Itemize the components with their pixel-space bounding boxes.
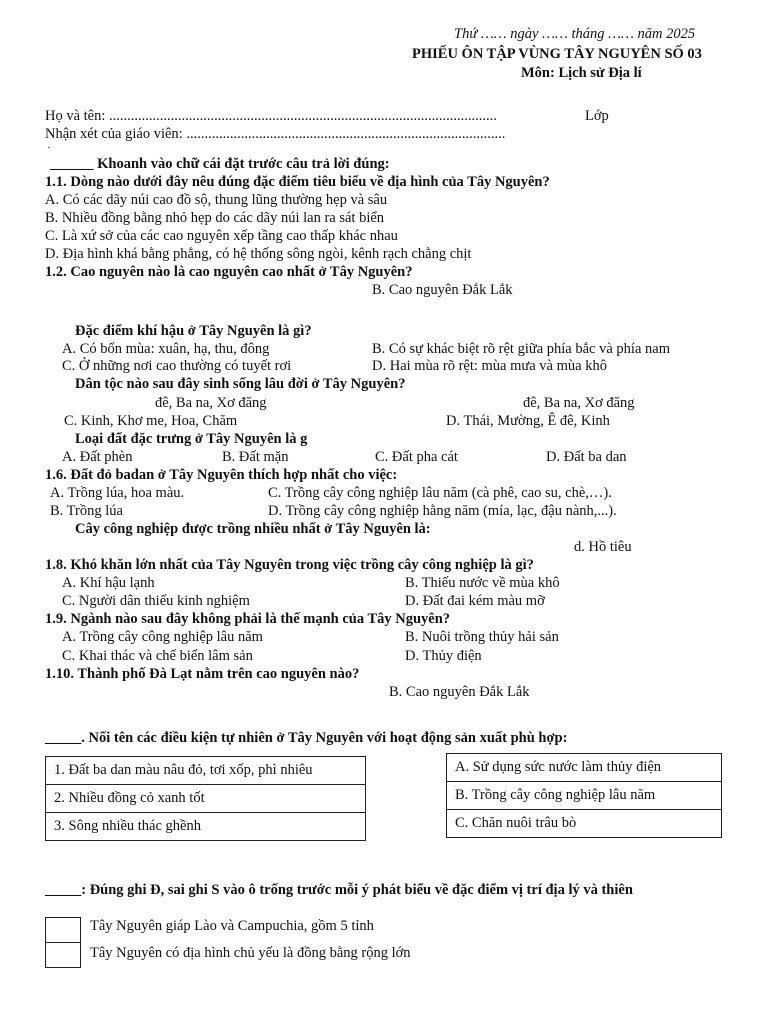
matching-right-table	[446, 753, 722, 838]
q1-5-option-d: D. Đất ba dan	[546, 449, 627, 465]
q1-8-question: 1.8. Khó khăn lớn nhất của Tây Nguyên trong việc trồng cây công nghiệp là gì?	[45, 557, 534, 573]
q1-8-option-b: B. Thiếu nước về mùa khô	[405, 575, 560, 591]
q1-8-option-a: A. Khí hậu lạnh	[62, 575, 155, 591]
q1-5-question: Loại đất đặc trưng ở Tây Nguyên là g	[75, 431, 308, 447]
right-item-a[interactable]: A. Sử dụng sức nước làm thủy điện	[447, 754, 722, 782]
q1-10-option-b: B. Cao nguyên Đắk Lắk	[389, 684, 530, 700]
q1-10-question: 1.10. Thành phố Đà Lạt nằm trên cao nguyên nào?	[45, 666, 360, 682]
q1-7-question: Cây công nghiệp được trồng nhiều nhất ở Tây Nguyên là:	[75, 521, 431, 537]
q1-4-option-c: C. Kinh, Khơ me, Hoa, Chăm	[64, 413, 238, 429]
date-line: Thứ …… ngày …… tháng …… năm 2025	[454, 26, 696, 42]
q1-4-question: Dân tộc nào sau đây sinh sống lâu đời ở Tây Nguyên?	[75, 376, 406, 392]
teacher-comment-line: Nhận xét của giáo viên: ........................................................................................	[45, 126, 506, 142]
q1-5-option-c: C. Đất pha cát	[375, 449, 458, 465]
class-label: Lớp	[585, 108, 609, 124]
worksheet-title: PHIẾU ÔN TẬP VÙNG TÂY NGUYÊN SỐ 03	[412, 46, 702, 62]
section1-heading: ______ Khoanh vào chữ cái đặt trước câu trả lời đúng:	[50, 156, 390, 172]
q1-3-option-a: A. Có bốn mùa: xuân, hạ, thu, đông	[62, 341, 270, 357]
q1-9-option-d: D. Thủy điện	[405, 648, 482, 664]
stray-dot: ·	[47, 140, 51, 154]
q1-5-option-b: B. Đất mặn	[222, 449, 289, 465]
section2-heading: _____. Nối tên các điều kiện tự nhiên ở Tây Nguyên với hoạt động sản xuất phù hợp:	[45, 730, 568, 746]
q1-3-option-d: D. Hai mùa rõ rệt: mùa mưa và mùa khô	[372, 358, 607, 374]
q1-6-option-c: C. Trồng cây công nghiệp lâu năm (cà phê, cao su, chè,…).	[268, 485, 612, 501]
q1-1-option-b: B. Nhiều đồng bằng nhỏ hẹp do các dãy núi lan ra sát biển	[45, 210, 385, 226]
q1-9-option-a: A. Trồng cây công nghiệp lâu năm	[62, 629, 263, 645]
q1-9-option-c: C. Khai thác và chế biến lâm sản	[62, 648, 253, 664]
q1-3-option-b: B. Có sự khác biệt rõ rệt giữa phía bắc và phía nam	[372, 341, 670, 357]
true-false-statement-1: Tây Nguyên giáp Lào và Campuchia, gồm 5 tỉnh	[90, 918, 374, 934]
subject-line: Môn: Lịch sử Địa lí	[521, 65, 642, 81]
q1-4-option-b: đê, Ba na, Xơ đăng	[523, 395, 635, 411]
q1-6-question: 1.6. Đất đỏ badan ở Tây Nguyên thích hợp nhất cho việc:	[45, 467, 398, 483]
q1-1-question: 1.1. Dòng nào dưới đây nêu đúng đặc điểm tiêu biểu về địa hình của Tây Nguyên?	[45, 174, 550, 190]
q1-4-option-a: đê, Ba na, Xơ đăng	[155, 395, 267, 411]
q1-3-option-c: C. Ở những nơi cao thường có tuyết rơi	[62, 358, 292, 374]
section3-heading: _____: Đúng ghi Đ, sai ghi S vào ô trống trước mỗi ý phát biểu về đặc điểm vị trí địa lý và thiên	[45, 882, 633, 898]
true-false-statement-2: Tây Nguyên có địa hình chủ yếu là đồng bằng rộng lớn	[90, 945, 411, 961]
right-item-c[interactable]: C. Chăn nuôi trâu bò	[447, 810, 722, 838]
q1-3-question: Đặc điểm khí hậu ở Tây Nguyên là gì?	[75, 323, 312, 339]
left-item-1[interactable]: 1. Đất ba dan màu nâu đỏ, tơi xốp, phì nhiêu	[46, 757, 366, 785]
right-item-b[interactable]: B. Trồng cây công nghiệp lâu năm	[447, 782, 722, 810]
q1-8-option-c: C. Người dân thiếu kinh nghiệm	[62, 593, 250, 609]
true-false-box-1[interactable]	[45, 917, 81, 943]
student-name-line: Họ và tên: ...........................................................................................................	[45, 108, 497, 124]
q1-5-option-a: A. Đất phèn	[62, 449, 133, 465]
q1-6-option-b: B. Trồng lúa	[50, 503, 123, 519]
left-item-2[interactable]: 2. Nhiều đồng cỏ xanh tốt	[46, 785, 366, 813]
q1-1-option-c: C. Là xứ sở của các cao nguyên xếp tầng cao thấp khác nhau	[45, 228, 398, 244]
matching-left-table	[45, 756, 366, 841]
q1-9-question: 1.9. Ngành nào sau đây không phải là thế mạnh của Tây Nguyên?	[45, 611, 451, 627]
true-false-box-2[interactable]	[45, 942, 81, 968]
q1-6-option-d: D. Trồng cây công nghiệp hằng năm (mía, lạc, đậu nành,...).	[268, 503, 617, 519]
left-item-3[interactable]: 3. Sông nhiều thác ghềnh	[46, 813, 366, 841]
q1-4-option-d: D. Thái, Mường, Ê đê, Kinh	[446, 413, 610, 429]
q1-8-option-d: D. Đất đai kém màu mỡ	[405, 593, 545, 609]
q1-6-option-a: A. Trồng lúa, hoa màu.	[50, 485, 185, 501]
q1-2-question: 1.2. Cao nguyên nào là cao nguyên cao nhất ở Tây Nguyên?	[45, 264, 413, 280]
q1-1-option-d: D. Địa hình khá bằng phẳng, có hệ thống sông ngòi, kênh rạch chằng chịt	[45, 246, 472, 262]
q1-9-option-b: B. Nuôi trồng thủy hải sản	[405, 629, 559, 645]
q1-1-option-a: A. Có các dãy núi cao đồ sộ, thung lũng thường hẹp và sâu	[45, 192, 388, 208]
q1-7-option-d: d. Hồ tiêu	[574, 539, 632, 555]
q1-2-option-b: B. Cao nguyên Đắk Lắk	[372, 282, 513, 298]
